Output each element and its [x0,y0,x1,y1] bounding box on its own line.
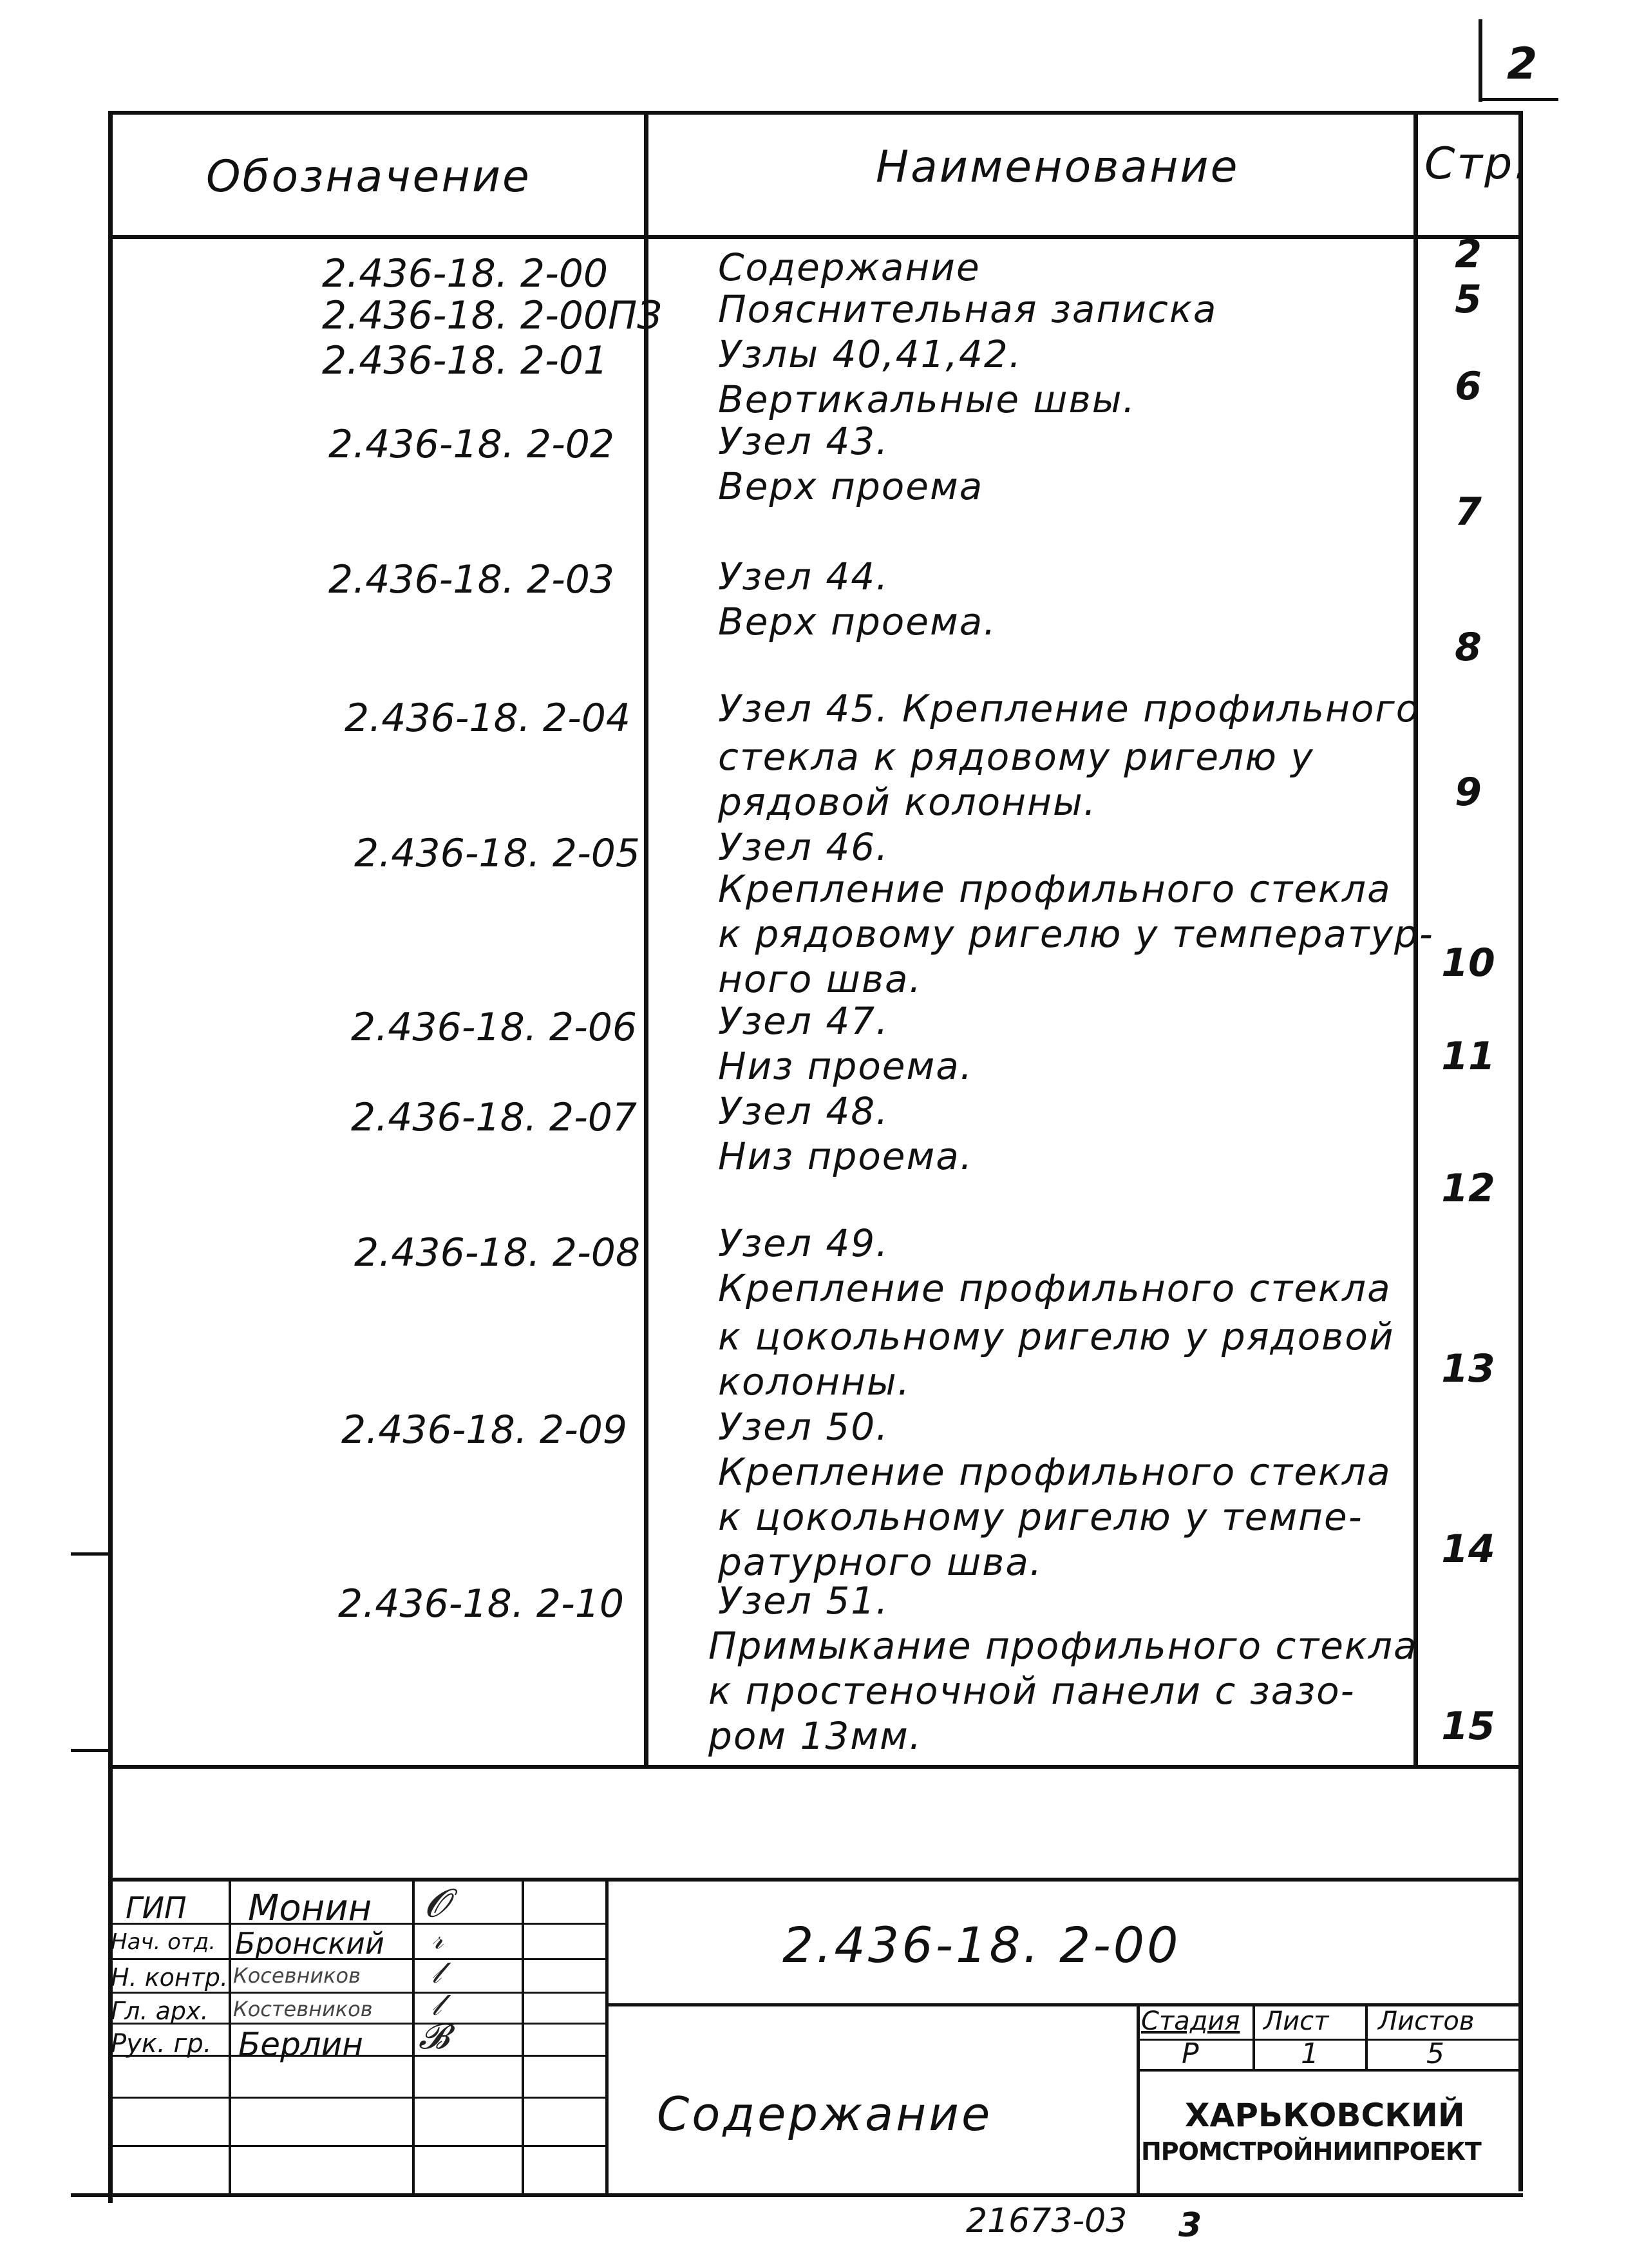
row-code: 2.436-18. 2-06 [351,1005,638,1050]
sheets-value: 5 [1426,2037,1444,2070]
row-name-line: к простеночной панели с зазо- [708,1669,1356,1713]
row-code: 2.436-18. 2-00 [322,251,609,296]
row-page: 14 [1441,1527,1495,1572]
stamp-role: Гл. арх. [111,1997,209,2025]
frame-top [108,111,1518,115]
row-name-line: Узел 43. [718,419,889,463]
sheet-label: Лист [1263,2006,1329,2036]
frame-left [108,111,113,2203]
header-designation: Обозначение [206,151,531,202]
signature: 𝓇 [431,1923,444,1956]
row-name-line: Узел 49. [718,1221,889,1265]
row-name-line: Крепление профильного стекла [718,867,1392,911]
corner-tick [1479,19,1482,102]
stamp-title: Содержание [657,2087,993,2141]
frame-right [1518,111,1523,2191]
row-code: 2.436-18. 2-10 [338,1581,625,1626]
stamp-person-name: Берлин [238,2026,363,2063]
row-name-line: Узел 50. [718,1405,889,1449]
row-code: 2.436-18. 2-02 [328,422,615,467]
signature: 𝓑 [419,2016,449,2057]
footer-page: 3 [1178,2206,1202,2245]
row-name-line: Узел 46. [718,825,889,869]
row-name-line: к рядовому ригелю у температур- [718,912,1434,956]
row-name-line: Верх проема [718,464,984,508]
signature: 𝓁 [431,1987,442,2022]
footer-number: 21673-03 [966,2202,1128,2240]
row-name-line: рядовой колонны. [718,780,1097,824]
table-bottom-rule [108,1765,1518,1769]
signature: 𝓁 [431,1955,442,1990]
row-name-line: Узел 48. [718,1089,889,1133]
row-page: 5 [1455,277,1482,322]
row-name-line: Узлы 40,41,42. [718,332,1023,376]
row-name-line: Пояснительная записка [718,287,1218,331]
stamp-top-rule [108,1878,1518,1882]
sheet-corner-number: 2 [1507,39,1538,90]
org-name-line-1: ХАРЬКОВСКИЙ [1185,2097,1465,2134]
stamp-person-name: Монин [248,1887,372,1929]
stamp-stage-v2 [1365,2003,1368,2071]
signature: 𝓞 [425,1881,449,1926]
row-name-line: Низ проема. [718,1134,974,1178]
row-page: 7 [1455,490,1482,535]
header-page: Стр. [1424,138,1530,189]
row-page: 2 [1455,232,1482,277]
row-page: 12 [1441,1166,1495,1211]
stamp-h [108,2145,605,2147]
row-page: 13 [1441,1346,1495,1391]
corner-rule [1481,98,1558,101]
row-code: 2.436-18. 2-04 [345,696,631,741]
stamp-h [108,1992,605,1994]
col-divider-1 [644,111,648,1765]
row-name-line: Крепление профильного стекла [718,1266,1392,1310]
frame-bottom [71,2193,1523,2197]
stage-label: Стадия [1141,2006,1240,2036]
row-name-line: Примыкание профильного стекла [708,1624,1418,1668]
row-page: 9 [1455,770,1482,815]
stamp-stage-v1 [1252,2003,1255,2071]
row-name-line: Верх проема. [718,600,997,643]
row-name-line: Узел 47. [718,999,889,1043]
row-code: 2.436-18. 2-08 [354,1230,641,1275]
row-code: 2.436-18. 2-03 [328,557,615,602]
stamp-v4 [605,1878,609,2193]
sheet-value: 1 [1301,2037,1319,2070]
stamp-role: ГИП [126,1891,187,1925]
row-page: 15 [1441,1704,1495,1749]
row-name-line: Крепление профильного стекла [718,1450,1392,1494]
sheets-label: Листов [1378,2006,1475,2036]
row-name-line: Узел 44. [718,555,889,598]
row-code: 2.436-18. 2-09 [341,1407,628,1453]
stamp-role: Н. контр. [111,1963,229,1992]
row-name-line: Низ проема. [718,1044,974,1088]
margin-tick [71,1749,109,1752]
row-page: 11 [1441,1034,1495,1079]
stamp-h [108,2097,605,2099]
row-name-line: стекла к рядовому ригелю у [718,735,1314,779]
row-page: 10 [1441,940,1495,986]
stamp-person-name: Костевников [233,1997,373,2021]
row-code: 2.436-18. 2-05 [354,831,641,876]
header-name: Наименование [876,142,1240,193]
row-name-line: колонны. [718,1360,911,1404]
row-name-line: Узел 45. Крепление профильного [718,687,1421,730]
row-name-line: ратурного шва. [718,1540,1043,1584]
header-bottom-rule [108,235,1518,239]
row-page: 8 [1455,625,1482,670]
margin-tick [71,1552,109,1556]
row-name-line: Содержание [718,245,981,289]
row-code: 2.436-18. 2-00ПЗ [322,293,662,338]
row-name-line: к цокольному ригелю у темпе- [718,1495,1363,1539]
row-code: 2.436-18. 2-01 [322,338,609,383]
row-name-line: Узел 51. [718,1579,889,1623]
row-name-line: Вертикальные швы. [718,377,1136,421]
stamp-role: Нач. отд. [111,1929,216,1955]
stamp-role: Рук. гр. [111,2029,212,2059]
stamp-person-name: Бронский [235,1926,384,1961]
stamp-doc-code: 2.436-18. 2-00 [782,1916,1181,1974]
stamp-right-v [1137,2003,1140,2193]
stage-value: Р [1182,2037,1199,2070]
row-name-line: к цокольному ригелю у рядовой [718,1315,1395,1358]
row-page: 6 [1455,364,1482,409]
row-name-line: ром 13мм. [708,1714,923,1758]
row-code: 2.436-18. 2-07 [351,1095,638,1140]
row-name-line: ного шва. [718,957,923,1001]
stamp-person-name: Косевников [233,1963,361,1988]
org-name-line-2: ПРОМСТРОЙНИИПРОЕКТ [1141,2137,1481,2166]
